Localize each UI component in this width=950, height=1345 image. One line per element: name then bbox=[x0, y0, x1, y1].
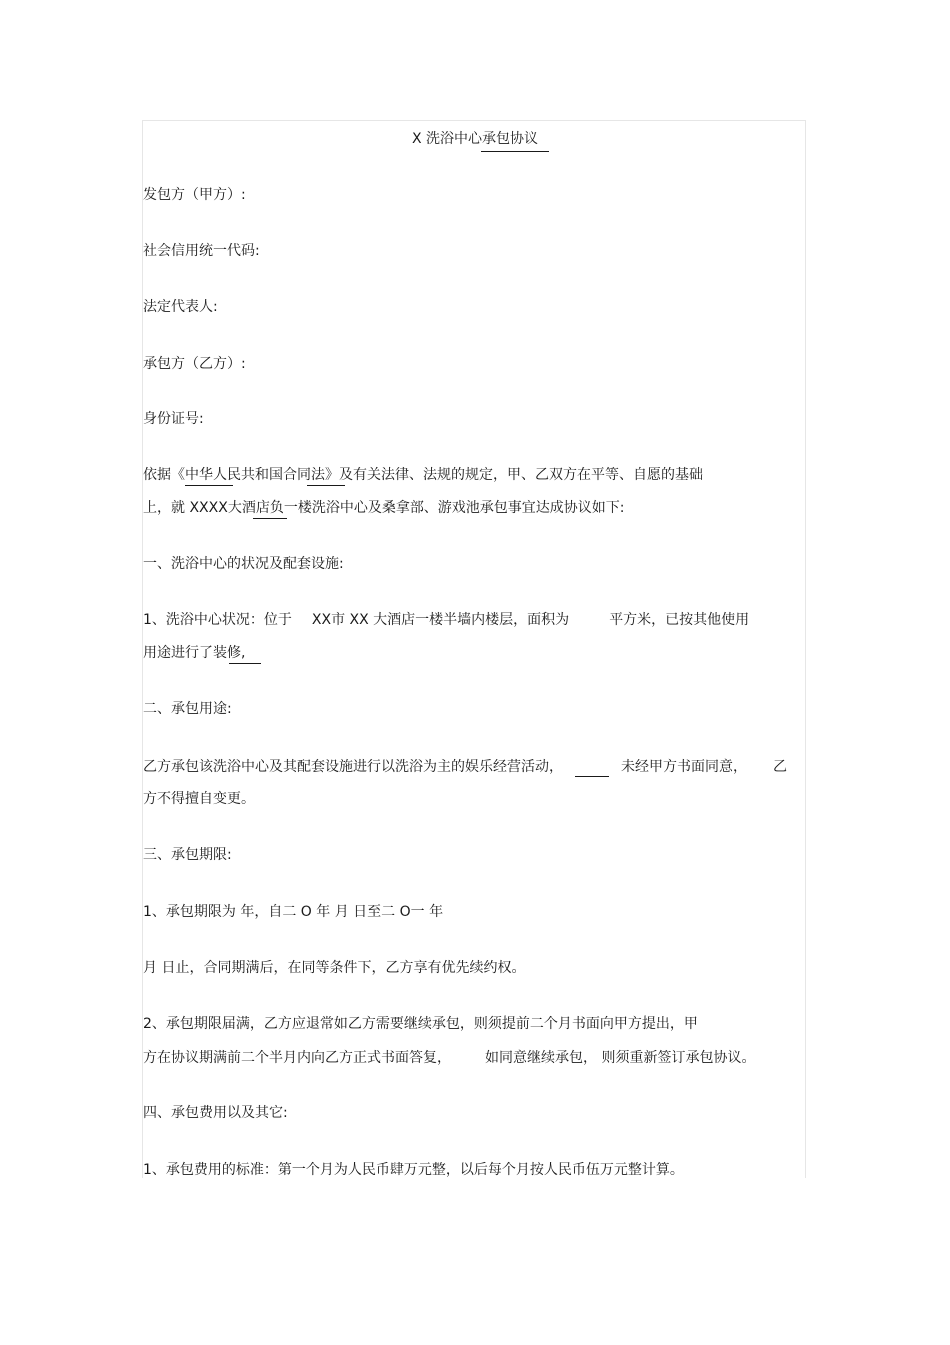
document-page bbox=[142, 120, 806, 1178]
section-4-heading: 四、承包费用以及其它: bbox=[143, 1105, 288, 1121]
s2-text-c: 乙 bbox=[773, 759, 787, 775]
s2-text-b: 未经甲方书面同意， bbox=[621, 759, 747, 775]
section-1-para-1-cont: 用途进行了装修, bbox=[143, 645, 246, 661]
preamble-underline-1 bbox=[185, 485, 233, 486]
preamble-underline-3 bbox=[253, 518, 287, 519]
title-underline bbox=[481, 151, 549, 152]
section-2-para-1-cont: 方不得擅自变更。 bbox=[143, 791, 255, 807]
document-title bbox=[143, 129, 806, 149]
preamble-underline-2 bbox=[307, 485, 345, 486]
party-a-label: 发包方（甲方）: bbox=[143, 187, 246, 203]
s3-text-b: 如同意继续承包， 则须重新签订承包协议。 bbox=[485, 1050, 756, 1066]
section-3-para-2: 2、承包期限届满，乙方应退常如乙方需要继续承包，则须提前二个月书面向甲方提出，甲 bbox=[143, 1016, 698, 1032]
party-b-label: 承包方（乙方）: bbox=[143, 356, 246, 372]
title-text: X 洗浴中心承包协议 bbox=[411, 131, 539, 147]
section-3-para-1: 1、承包期限为 年，自二 O 年 月 日至二 O一 年 bbox=[143, 904, 444, 920]
section-2-heading: 二、承包用途: bbox=[143, 701, 232, 717]
section-3-heading: 三、承包期限: bbox=[143, 847, 232, 863]
s1-underline bbox=[229, 663, 261, 664]
id-number-label: 身份证号: bbox=[143, 411, 204, 427]
section-1-heading: 一、洗浴中心的状况及配套设施: bbox=[143, 556, 344, 572]
preamble-line-1: 依据《中华人民共和国合同法》及有关法律、法规的规定，甲、乙双方在平等、自愿的基础 bbox=[143, 467, 703, 483]
s2-text-a: 乙方承包该洗浴中心及其配套设施进行以洗浴为主的娱乐经营活动， bbox=[143, 759, 563, 775]
section-3-para-2-cont bbox=[143, 1048, 755, 1068]
preamble-line-2: 上，就 XXXX大酒店负一楼洗浴中心及桑拿部、游戏池承包事宜达成协议如下: bbox=[143, 500, 625, 516]
credit-code-label: 社会信用统一代码: bbox=[143, 243, 260, 259]
section-3-para-1-cont: 月 日止，合同期满后，在同等条件下，乙方享有优先续约权。 bbox=[143, 960, 526, 976]
s1-text-a: 1、洗浴中心状况：位于 bbox=[143, 612, 292, 628]
s3-text-a: 方在协议期满前二个半月内向乙方正式书面答复， bbox=[143, 1050, 451, 1066]
legal-rep-label: 法定代表人: bbox=[143, 299, 218, 315]
section-2-para-1 bbox=[143, 757, 787, 777]
s1-text-c: 平方米，已按其他使用 bbox=[609, 612, 750, 628]
s1-text-b: XX市 XX 大酒店一楼半墙内楼层，面积为 bbox=[311, 612, 570, 628]
section-4-para-1: 1、承包费用的标准：第一个月为人民币肆万元整，以后每个月按人民币伍万元整计算。 bbox=[143, 1162, 684, 1178]
section-1-para-1 bbox=[143, 610, 749, 630]
s2-blank bbox=[575, 762, 609, 777]
